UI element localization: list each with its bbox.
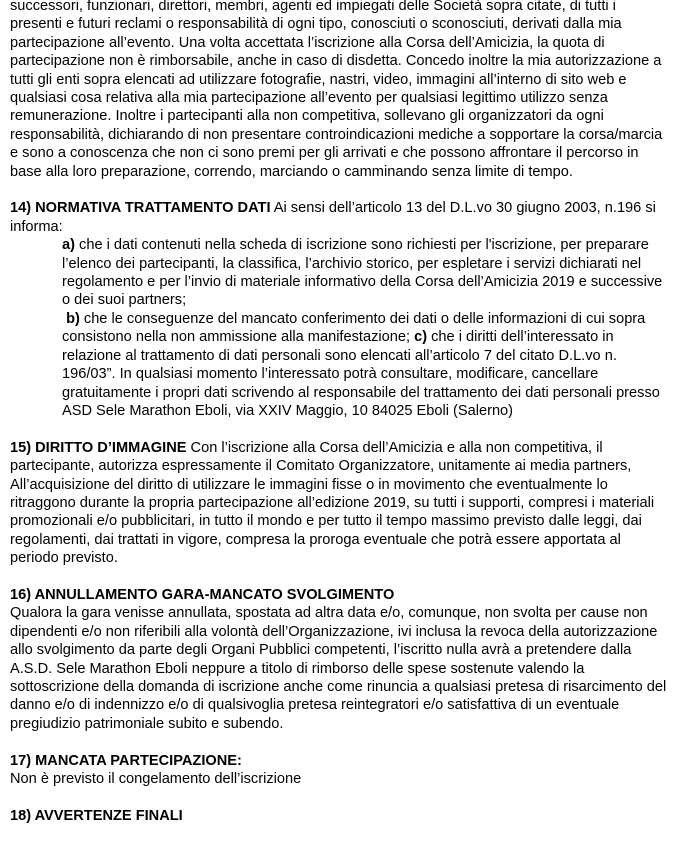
item-c-text: che i diritti dell’interessato in relazione al trattamento di dati personali sono elencati all’articolo 7 del citato D.L.vo n. 196/03”. In qualsiasi momento l’interessato potrà consultare, modificare, cancellare gratuitamente i propri dati scrivendo al responsabile del trattamento dei dati personali presso ASD Sele Marathon Eboli, via XXIV Maggio, 10 84025 Eboli (Salerno) — [62, 329, 660, 419]
section-15-title: 15) DIRITTO D’IMMAGINE — [10, 439, 187, 456]
item-c-label: c) — [414, 329, 428, 346]
item-b-text: che le conseguenze del mancato conferimento dei dati o delle informazioni di cui sopra consistono nella non ammissione alla manifestazione; — [62, 310, 646, 346]
item-b-label: b) — [66, 310, 80, 327]
section-16-text: Qualora la gara venisse annullata, spostata ad altra data e/o, comunque, non svolta per cause non dipendenti e/o non riferibili alla volontà dell’Organizzazione, ivi inclusa la revoca della autorizzazione allo svolgimento da parte degli Organi Pubblici competenti, l’iscritto nulla avrà a pretendere dalla A.S.D. Sele Marathon Eboli neppure a titolo di rimborso delle spese sostenute valendo la sottoscrizione della domanda di iscrizione anche come rinuncia a qualsiasi pretesa di risarcimento del danno e/o di indennizzo e/o di qualsivoglia pretesa reintegratori e/o satisfattiva di un eventuale pregiudizio patrimoniale subito e subendo. — [10, 605, 667, 732]
section-14-lead — [10, 199, 670, 236]
section-16-title: 16) ANNULLAMENTO GARA-MANCATO SVOLGIMENTO — [10, 586, 395, 603]
section-17 — [10, 752, 670, 789]
section-14 — [10, 199, 670, 420]
section-15 — [10, 439, 670, 568]
item-a-label: a) — [62, 237, 75, 254]
section-15-body — [10, 439, 670, 568]
section-14-item-b — [10, 310, 670, 420]
section-15-text: Con l’iscrizione alla Corsa dell’Amicizia e alla non competitiva, il partecipante, autorizza espressamente il Comitato Organizzatore, unitamente ai media partners, All’acquisizione del diritto di utilizzare le immagini fisse o in movimento che eventualmente lo ritraggono durante la propria partecipazione all’edizione 2019, su tutti i supporti, compresi i materiali promozionali e/o pubblicitari, in tutto il mondo e per tutto il tempo massimo previsto dalle leggi, dai regolamenti, dai trattati in vigore, compresa la proroga eventuale che potrà essere apportata al periodo previsto. — [10, 439, 655, 567]
section-16 — [10, 586, 670, 733]
item-a-text: che i dati contenuti nella scheda di iscrizione sono richiesti per l'iscrizione, per preparare l’elenco dei partecipanti, la classifica, l’archivio storico, per espletare i servizi dichiarati nel regolamento e per l’invio di materiale informativo della Corsa dell’Amicizia 2019 e successive o dei suoi partners; — [62, 237, 663, 309]
intro-paragraph: successori, funzionari, direttori, membri, agenti ed impiegati delle Società sopra citate, di tutti i presenti e futuri reclami o responsabilità di ogni tipo, conosciuti o sconosciuti, derivati dalla mia partecipazione all’evento. Una volta accettata l’iscrizione alla Corsa dell’Amicizia, la quota di partecipazione non è rimborsabile, anche in caso di disdetta. Concedo inoltre la mia autorizzazione a tutti gli enti sopra elencati ad utilizzare fotografie, nastri, video, immagini all’interno di sito web e qualsiasi cosa relativa alla mia partecipazione all’evento per qualsiasi legittimo utilizzo senza remunerazione. Inoltre i partecipanti alla non competitiva, sollevano gli organizzatori da ogni responsabilità, dichiarando di non presentare controindicazioni mediche a sopportare la corsa/marcia e sono a conoscenza che non ci sono premi per gli arrivati e che possono affrontare il percorso in base alla loro preparazione, correndo, marciando o camminando senza limite di tempo. — [10, 0, 663, 180]
section-14-lead-text: Ai sensi dell’articolo 13 del D.L.vo 30 giugno 2003, n.196 si informa: — [10, 200, 656, 235]
section-14-title: 14) NORMATIVA TRATTAMENTO DATI — [10, 200, 271, 217]
section-14-item-a — [10, 236, 670, 310]
section-18 — [10, 807, 670, 825]
section-18-title: 18) AVVERTENZE FINALI — [10, 807, 183, 824]
section-17-title: 17) MANCATA PARTECIPAZIONE: — [10, 752, 242, 769]
section-17-text: Non è previsto il congelamento dell’iscrizione — [10, 771, 302, 787]
